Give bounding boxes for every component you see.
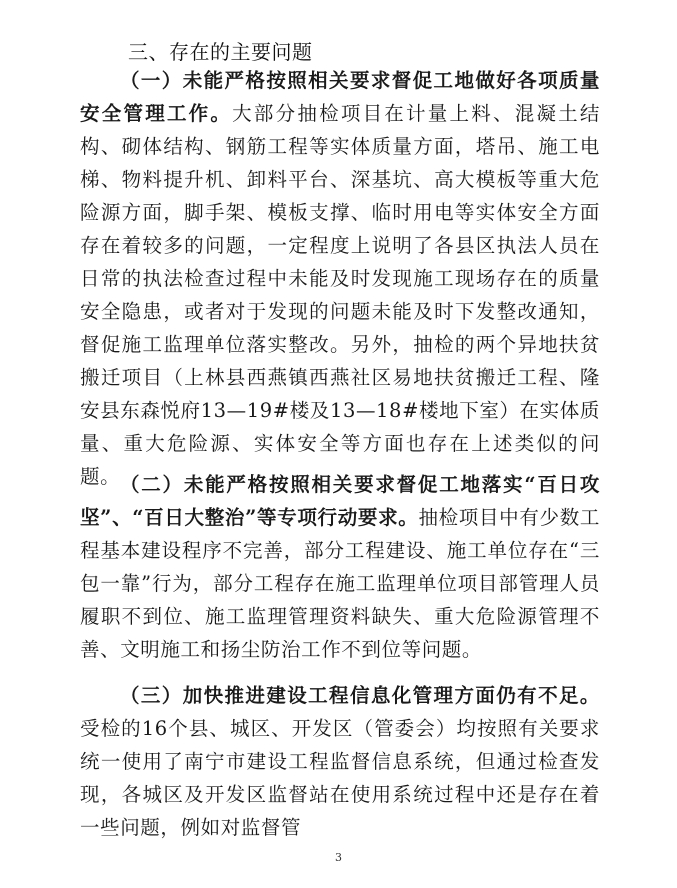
paragraph-1-body: 大部分抽检项目在计量上料、混凝土结构、砌体结构、钢筋工程等实体质量方面，塔吊、施工电梯、物料提升机、卸料平台、深基坑、高大模板等重大危险源方面，脚手架、模板支撑、临时用电等实体安全方面存在着较多的问题，一定程度上说明了各县区执法人员在日常的执法检查过程中未能及时发现施工现场存在的质量安全隐患，或者对于发现的问题未能及时下发整改通知，督促施工监理单位落实整改。另外，抽检的两个异地扶贫搬迁项目（上林县西燕镇西燕社区易地扶贫搬迁工程、隆安县东森悦府13—19#楼及13—18#楼地下室）在实体质量、重大危险源、实体安全等方面也存在上述类似的问题。 (80, 102, 601, 488)
paragraph-3-body: 受检的16个县、城区、开发区（管委会）均按照有关要求统一使用了南宁市建设工程监督信息系统，但通过检查发现，各城区及开发区监督站在使用系统过程中还是存在着一些问题，例如对监督管 (80, 717, 600, 839)
page-number: 3 (335, 851, 342, 864)
section-heading: 三、存在的主要问题 (128, 40, 313, 64)
paragraph-1-lead: （一）未能严格按照相关要求督促工地做好各项质量安全管理工作。 (80, 69, 600, 125)
paragraph-2-body: 抽检项目中有少数工程基本建设程序不完善，部分工程建设、施工单位存在“三包一靠”行为，部分工程存在施工监理单位项目部管理人员履职不到位、施工监理管理资料缺失、重大危险源管理不善、文明施工和扬尘防治工作不到位等问题。 (80, 506, 600, 661)
paragraph-3-lead: （三）加快推进建设工程信息化管理方面仍有不足。 (120, 684, 600, 707)
paragraph-1 (80, 64, 600, 493)
paragraph-2-lead: （二）未能严格按照相关要求督促工地落实“百日攻坚”、“百日大整治”等专项行动要求。 (80, 473, 600, 529)
paragraph-2 (80, 468, 600, 666)
paragraph-3 (80, 679, 600, 844)
